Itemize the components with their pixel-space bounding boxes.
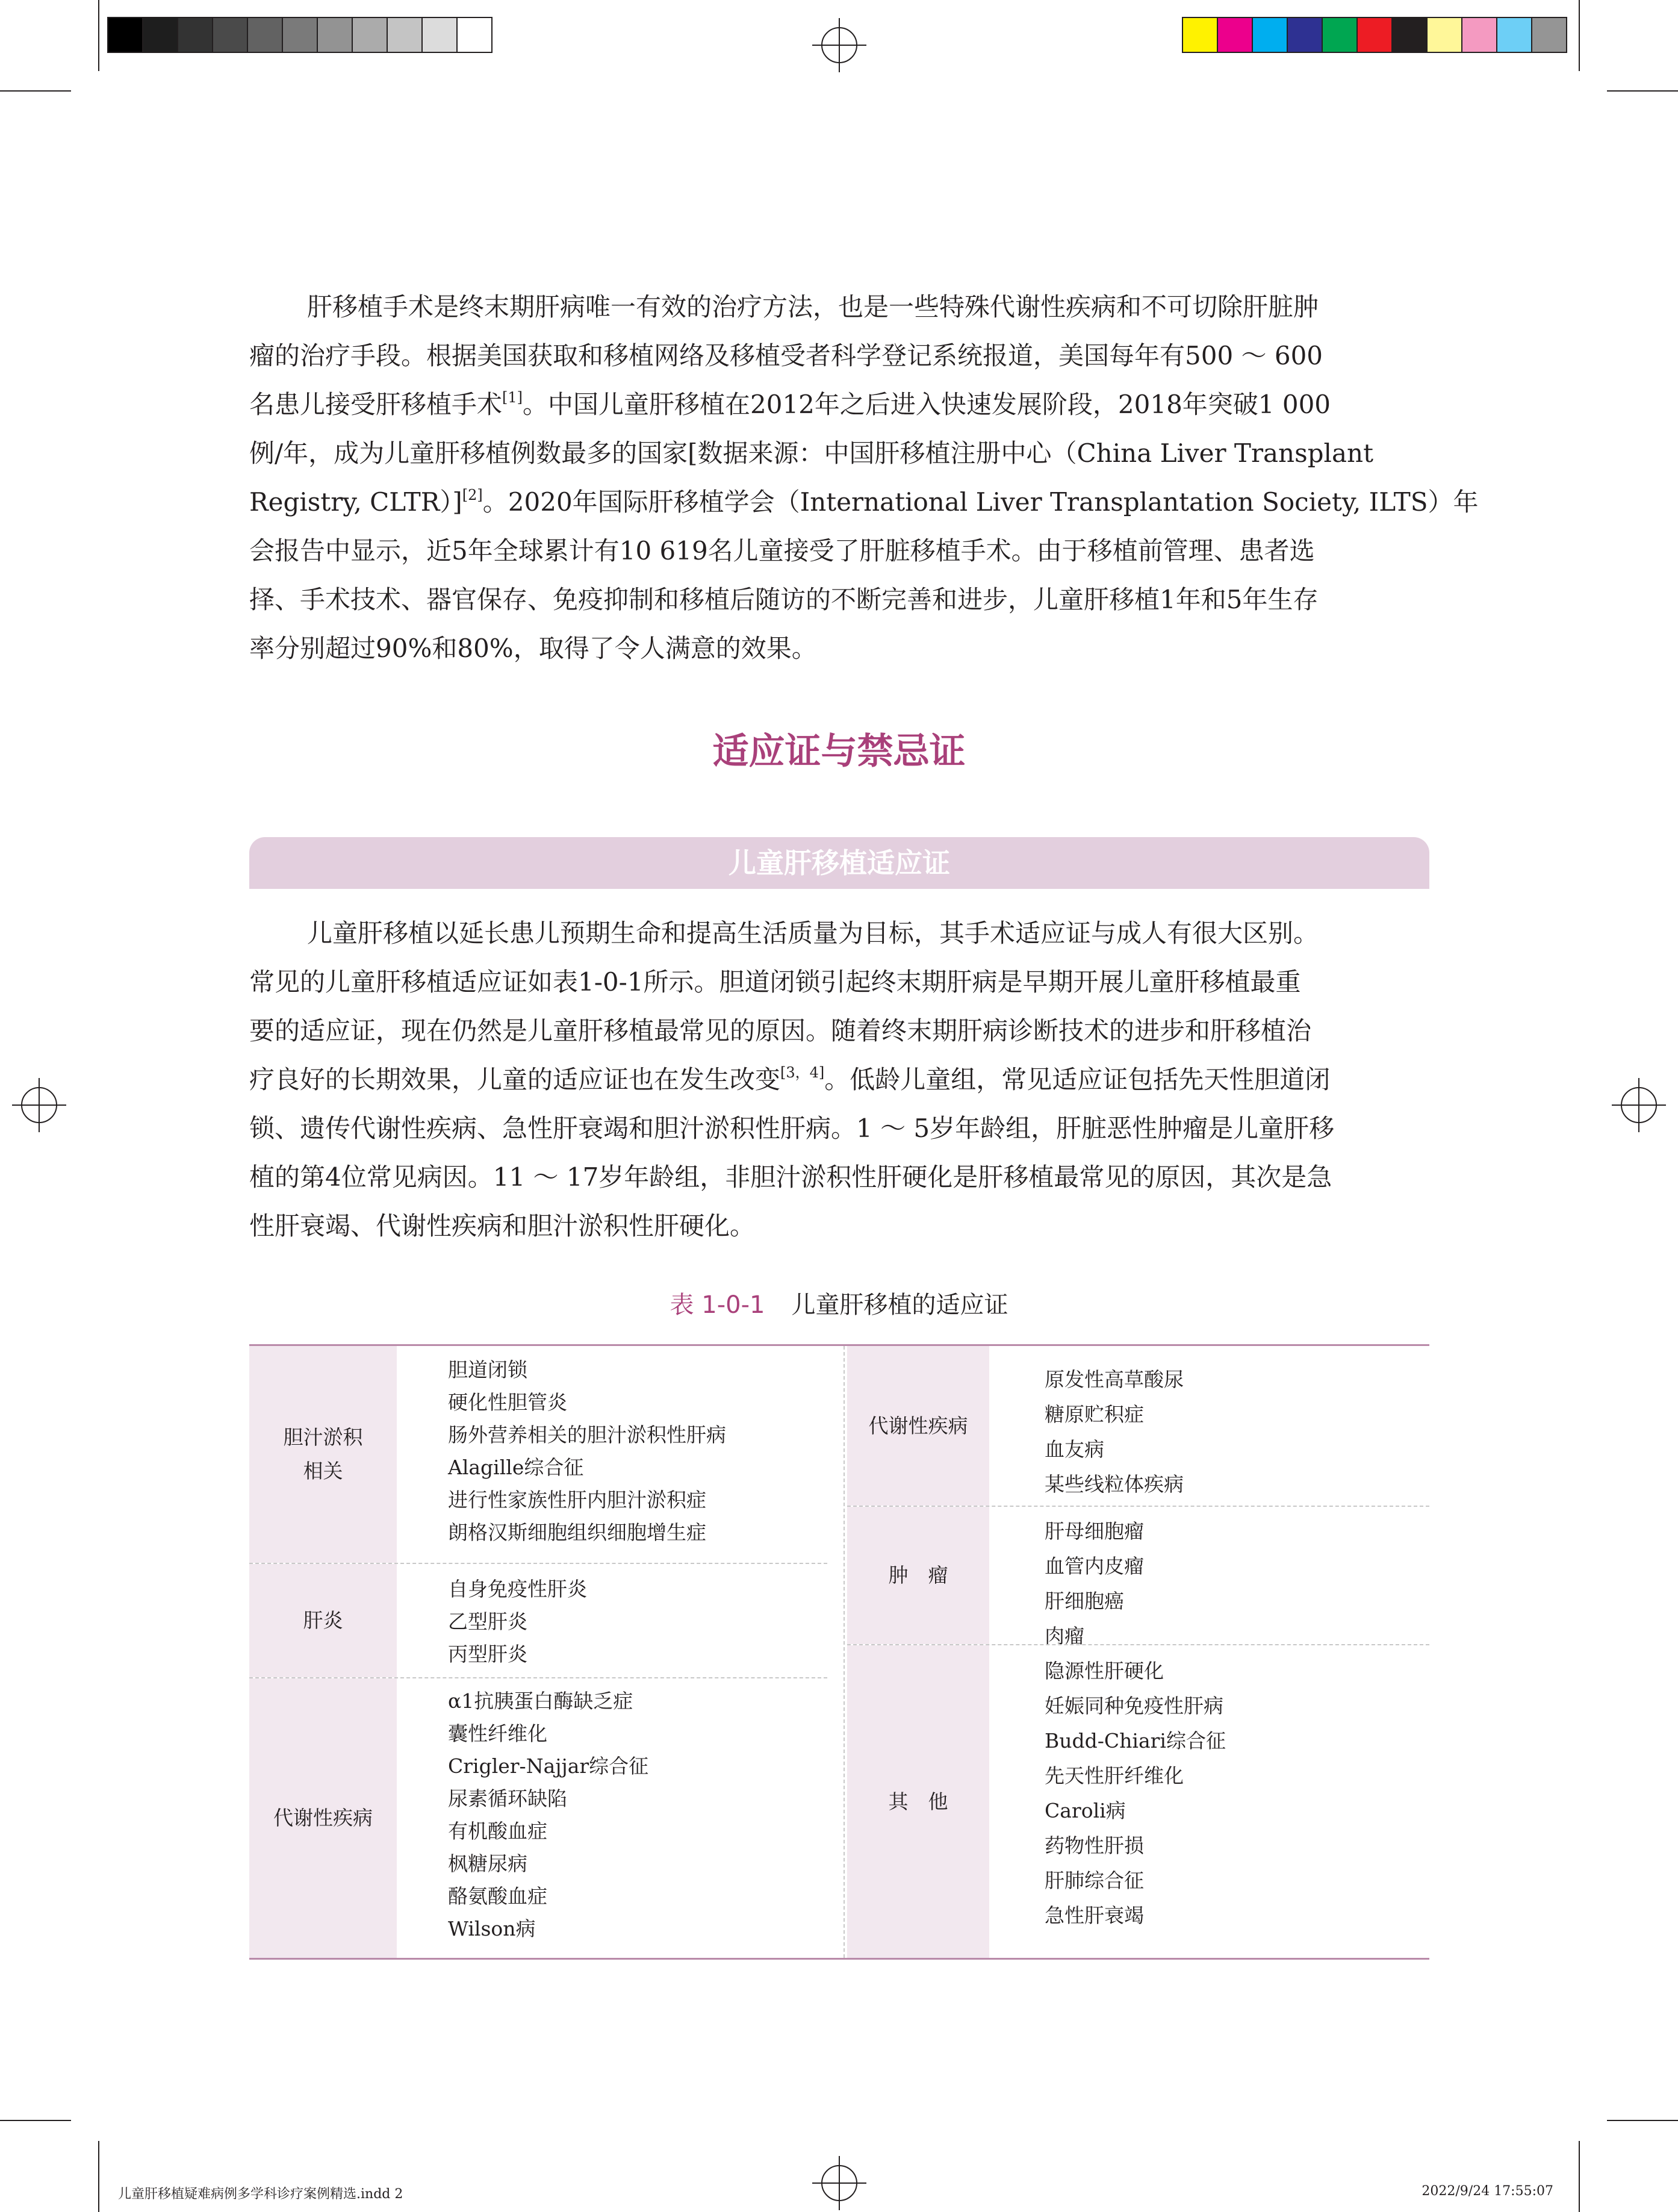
list-item: Crigler-Najjar综合征 [448,1754,649,1778]
category-cell: 肿 瘤 [847,1507,989,1644]
citation-ref[interactable]: [2] [462,487,483,503]
text-line: 锁、遗传代谢性疾病、急性肝衰竭和胆汁淤积性肝病。1 ～ 5岁年龄组，肝脏恶性肿瘤是儿童肝移 [249,1114,1335,1143]
category-cell: 代谢性疾病 [847,1346,989,1506]
text-line: 肝移植手术是终末期肝病唯一有效的治疗方法，也是一些特殊代谢性疾病和不可切除肝脏肿 [307,292,1319,322]
text-line: Registry, CLTR）][2]。2020年国际肝移植学会（International Liver Transplantation Society, ILTS）年 [249,487,1479,517]
color-swatch [1358,18,1393,52]
text-line: 例/年，成为儿童肝移植例数最多的国家[数据来源：中国肝移植注册中心（China Liver Transplant [249,438,1373,468]
category-cell: 胆汁淤积 相关 [249,1346,397,1563]
list-item: 酪氨酸血症 [448,1884,547,1908]
table-bottom-rule [249,1958,1429,1960]
indications-paragraph [249,909,1429,1250]
registration-mark-right [1612,1078,1666,1132]
color-swatch [1532,18,1566,52]
registration-mark-bottom [812,2156,866,2210]
list-item: 肝肺综合征 [1045,1869,1144,1892]
table-number: 表 1-0-1 [670,1291,765,1319]
gray-swatch [423,18,458,52]
list-item: 肠外营养相关的胆汁淤积性肝病 [448,1423,726,1447]
list-item: 先天性肝纤维化 [1045,1764,1184,1787]
list-item: Caroli病 [1045,1799,1126,1822]
grayscale-calibration-bar [107,17,493,53]
gray-swatch [318,18,353,52]
table-title: 儿童肝移植的适应证 [791,1291,1008,1319]
text-line: 瘤的治疗手段。根据美国获取和移植网络及移植受者科学登记系统报道，美国每年有500 ～ 600 [249,341,1323,370]
item-list [448,1354,726,1549]
text-line: 率分别超过90%和80%，取得了令人满意的效果。 [249,634,817,663]
list-item: Alagille综合征 [448,1456,584,1479]
list-item: 肝细胞癌 [1045,1589,1124,1613]
list-item: 急性肝衰竭 [1045,1904,1144,1927]
text-line: 植的第4位常见病因。11 ～ 17岁年龄组，非胆汁淤积性肝硬化是肝移植最常见的原因，其次是急 [249,1162,1332,1192]
list-item: 肉瘤 [1045,1624,1084,1648]
list-item: α1抗胰蛋白酶缺乏症 [448,1689,633,1713]
color-swatch [1253,18,1288,52]
list-item: 某些线粒体疾病 [1045,1472,1184,1496]
item-list [448,1573,587,1671]
list-item: 硬化性胆管炎 [448,1391,567,1414]
gray-swatch [213,18,248,52]
text-line: 常见的儿童肝移植适应证如表1-0-1所示。胆道闭锁引起终末期肝病是早期开展儿童肝移植最重 [249,967,1301,997]
color-swatch [1218,18,1253,52]
subheading-banner [249,837,1429,889]
item-list [1045,1514,1144,1654]
indications-table [249,1344,1429,1960]
gray-swatch [108,18,143,52]
citation-ref[interactable]: [3，4] [780,1064,825,1081]
list-item: 胆道闭锁 [448,1358,527,1382]
item-list [448,1685,648,1945]
list-item: 进行性家族性肝内胆汁淤积症 [448,1488,706,1512]
list-item: Budd-Chiari综合征 [1045,1729,1226,1752]
list-item: 药物性肝损 [1045,1834,1144,1857]
list-item: 血管内皮瘤 [1045,1554,1144,1578]
gray-swatch [283,18,318,52]
table-caption [0,1286,1678,1320]
color-swatch [1183,18,1218,52]
list-item: 隐源性肝硬化 [1045,1659,1164,1683]
color-swatch [1428,18,1462,52]
text-line: 要的适应证，现在仍然是儿童肝移植最常见的原因。随着终末期肝病诊断技术的进步和肝移植治 [249,1016,1312,1045]
category-cell: 代谢性疾病 [249,1678,397,1958]
intro-paragraph [249,282,1479,673]
category-cell: 其 他 [847,1645,989,1958]
timestamp-slug: 2022/9/24 17:55:07 [1422,2184,1553,2199]
citation-ref[interactable]: [1] [502,389,523,406]
gray-swatch [143,18,178,52]
text-line: 儿童肝移植以延长患儿预期生命和提高生活质量为目标，其手术适应证与成人有很大区别。 [307,918,1319,948]
list-item: 枫糖尿病 [448,1852,527,1875]
list-item: 有机酸血症 [448,1819,547,1843]
text-line: 会报告中显示，近5年全球累计有10 619名儿童接受了肝脏移植手术。由于移植前管理、患者选 [249,536,1315,565]
list-item: 丙型肝炎 [448,1642,527,1666]
gray-swatch [178,18,213,52]
color-swatch [1323,18,1358,52]
gray-swatch [458,18,491,52]
text-line: 性肝衰竭、代谢性疾病和胆汁淤积性肝硬化。 [249,1211,756,1241]
color-swatch [1462,18,1497,52]
list-item: 朗格汉斯细胞组织细胞增生症 [448,1521,706,1544]
file-slug: 儿童肝移植疑难病例多学科诊疗案例精选.indd 2 [118,2187,403,2202]
gray-swatch [248,18,283,52]
text-line: 名患儿接受肝移植手术[1]。中国儿童肝移植在2012年之后进入快速发展阶段，2018年突破1 000 [249,389,1331,419]
list-item: 妊娠同种免疫性肝病 [1045,1694,1223,1718]
list-item: Wilson病 [448,1917,536,1940]
list-item: 囊性纤维化 [448,1722,547,1745]
gray-swatch [353,18,388,52]
list-item: 肝母细胞瘤 [1045,1519,1144,1543]
list-item: 尿素循环缺陷 [448,1787,567,1810]
item-list [1045,1654,1226,1933]
table-top-rule [249,1344,1429,1346]
column-divider [844,1346,845,1958]
item-list [1045,1362,1184,1502]
list-item: 乙型肝炎 [448,1610,527,1633]
gray-swatch [388,18,423,52]
subheading-text: 儿童肝移植适应证 [729,847,950,879]
registration-mark-top [812,18,866,72]
text-line: 疗良好的长期效果，儿童的适应证也在发生改变[3，4]。低龄儿童组，常见适应证包括先天性胆道闭 [249,1064,1331,1094]
color-calibration-bar [1182,17,1567,53]
category-cell: 肝炎 [249,1564,397,1677]
color-swatch [1497,18,1532,52]
list-item: 自身免疫性肝炎 [448,1577,587,1601]
color-swatch [1288,18,1323,52]
text-line: 择、手术技术、器官保存、免疫抑制和移植后随访的不断完善和进步，儿童肝移植1年和5年生存 [249,585,1319,614]
list-item: 糖原贮积症 [1045,1403,1144,1426]
list-item: 原发性高草酸尿 [1045,1368,1184,1391]
registration-mark-left [12,1078,66,1132]
section-title: 适应证与禁忌证 [712,731,966,773]
color-swatch [1393,18,1428,52]
list-item: 血友病 [1045,1438,1104,1461]
